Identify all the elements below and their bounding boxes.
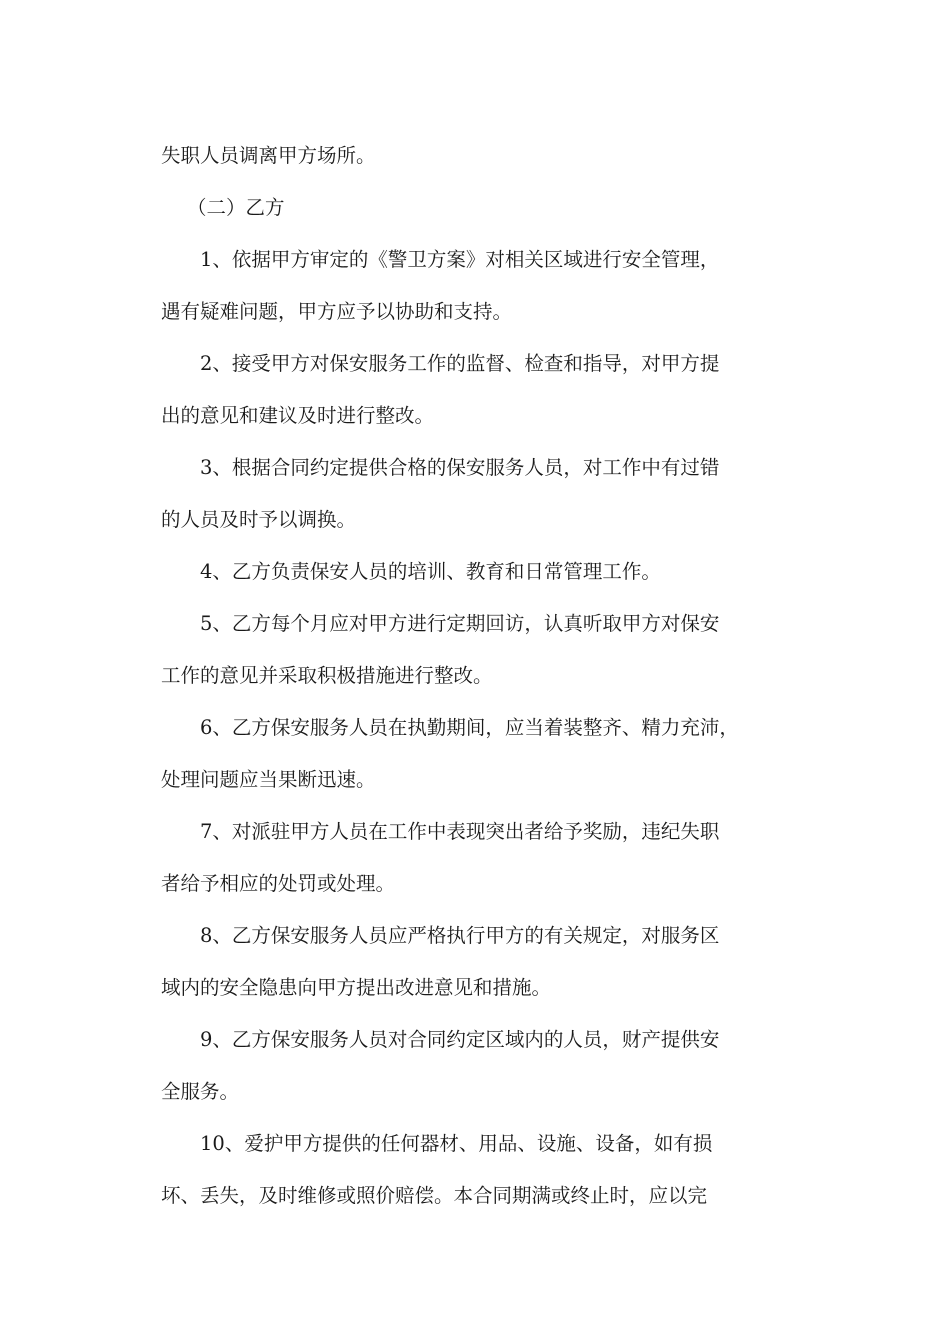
text-line-4: 遇有疑难问题，甲方应予以协助和支持。	[161, 300, 513, 323]
text-line-11: 工作的意见并采取积极措施进行整改。	[161, 664, 493, 687]
text-line-18: 9、乙方保安服务人员对合同约定区域内的人员，财产提供安	[200, 1028, 720, 1051]
text-line-16: 8、乙方保安服务人员应严格执行甲方的有关规定，对服务区	[200, 924, 720, 947]
text-line-17: 域内的安全隐患向甲方提出改进意见和措施。	[161, 976, 552, 999]
text-line-19: 全服务。	[161, 1080, 240, 1103]
text-line-21: 坏、丢失，及时维修或照价赔偿。本合同期满或终止时，应以完	[161, 1184, 708, 1207]
text-line-5: 2、接受甲方对保安服务工作的监督、检查和指导，对甲方提	[200, 352, 720, 375]
section-heading: （二）乙方	[187, 196, 285, 219]
text-line-10: 5、乙方每个月应对甲方进行定期回访，认真听取甲方对保安	[200, 612, 720, 635]
text-line-1: 失职人员调离甲方场所。	[161, 144, 376, 167]
document-body	[161, 130, 821, 1222]
text-line-7: 3、根据合同约定提供合格的保安服务人员，对工作中有过错	[200, 456, 720, 479]
text-line-8: 的人员及时予以调换。	[161, 508, 357, 531]
text-line-15: 者给予相应的处罚或处理。	[161, 872, 396, 895]
text-line-13: 处理问题应当果断迅速。	[161, 768, 376, 791]
text-line-20: 10、爱护甲方提供的任何器材、用品、设施、设备，如有损	[200, 1132, 713, 1155]
text-line-3: 1、依据甲方审定的《警卫方案》对相关区域进行安全管理，	[200, 248, 720, 271]
text-line-9: 4、乙方负责保安人员的培训、教育和日常管理工作。	[200, 560, 661, 583]
text-line-12: 6、乙方保安服务人员在执勤期间，应当着装整齐、精力充沛，	[200, 716, 739, 739]
text-line-6: 出的意见和建议及时进行整改。	[161, 404, 435, 427]
text-line-14: 7、对派驻甲方人员在工作中表现突出者给予奖励，违纪失职	[200, 820, 720, 843]
